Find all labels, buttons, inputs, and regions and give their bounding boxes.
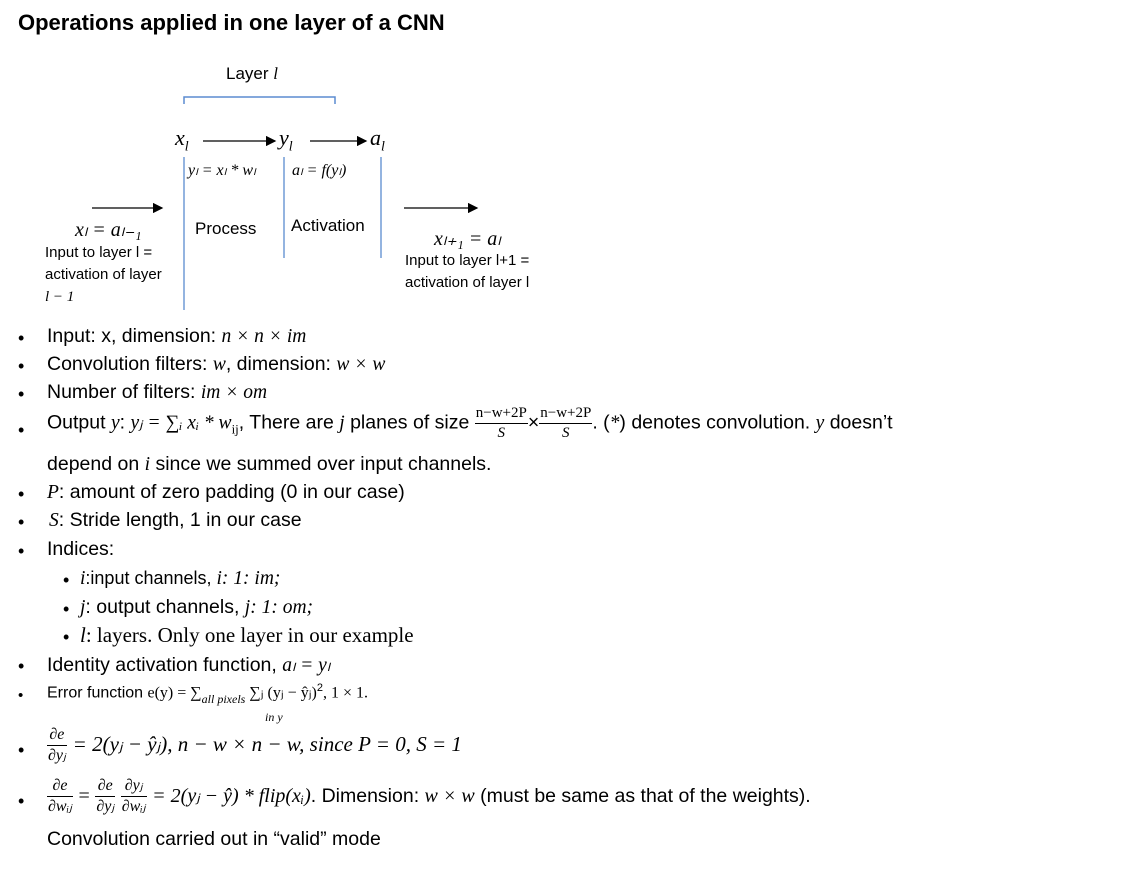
x-l-node: $x_l$ bbox=[175, 125, 189, 155]
y-l-node: $y_l$ bbox=[279, 125, 293, 155]
process-equation: yₗ = xₗ * wₗ bbox=[188, 162, 256, 179]
bullet-error-function: Error function $e(y) = \sum_{all pixels}$ ∑ⱼ (yⱼ − ŷⱼ)$^2$, 1 × 1. bbox=[47, 682, 368, 707]
right-description: Input to layer l+1 = activation of layer l bbox=[405, 252, 530, 291]
bullet-num-filters: Number of filters: im × om bbox=[47, 381, 268, 403]
bullet-output-line2: depend on i since we summed over input channels. bbox=[47, 453, 492, 475]
process-label: Process bbox=[195, 219, 257, 238]
bullet-input: Input: x, dimension: n × n × im bbox=[47, 325, 307, 347]
bullet-grad-w: $\frac{\partial e}{\text{∂wᵢⱼ}}$ = $\frac{\partial e}{\text{∂yⱼ}}$ $\frac{\text{∂yⱼ}}{\text{∂wᵢⱼ}}$ = 2(yⱼ − ŷ) * flip(xᵢ). Dimension: w × w (must be same as that of the weights). bbox=[48, 777, 811, 815]
error-sub-in-y: in y bbox=[265, 710, 283, 724]
bullet-stride: S: Stride length, 1 in our case bbox=[49, 509, 302, 531]
page-title: Operations applied in one layer of a CNN bbox=[18, 10, 445, 35]
activation-label: Activation bbox=[291, 216, 365, 235]
right-equation: xₗ₊₁ = aₗ bbox=[434, 228, 501, 250]
activation-equation: aₗ = f(yₗ) bbox=[292, 162, 347, 179]
bullet-output: Output y: yⱼ = ∑ᵢ xᵢ * $w_{ij}$, There are j planes of size $\frac{n-w+2P}{S}$ × $\frac{n-w+2P}{S}$ . (*) denotes convolution. y doesn’t bbox=[47, 405, 893, 441]
layer-diagram bbox=[0, 0, 1125, 330]
a-l-node: $a_l$ bbox=[370, 125, 385, 155]
bullet-padding: P: amount of zero padding (0 in our case) bbox=[47, 481, 405, 503]
sub-bullet-i: i:input channels, i: 1: im; bbox=[80, 568, 281, 589]
size-fraction-1: $\frac{n-w+2P}{S}$ bbox=[475, 405, 527, 441]
bullet-grad-y: $\frac{\partial e}{\text{∂yⱼ}}$ = 2(yⱼ − ŷⱼ), n − w × n − w, since P = 0, S = 1 bbox=[48, 726, 462, 764]
left-equation: xₗ = aₗ₋₁ bbox=[75, 219, 142, 241]
sub-bullet-l: l: layers. Only one layer in our example bbox=[80, 623, 414, 647]
left-description: Input to layer l = activation of layer l − 1 bbox=[45, 244, 162, 305]
bullet-identity: Identity activation function, aₗ = yₗ bbox=[47, 654, 331, 676]
bullet-indices: Indices: bbox=[47, 538, 115, 560]
sub-bullet-j: j: output channels, j: 1: om; bbox=[80, 596, 314, 618]
layer-label: Layer l bbox=[226, 64, 278, 83]
bullet-filters: Convolution filters: w, dimension: w × w bbox=[47, 353, 386, 375]
layer-bracket bbox=[184, 97, 335, 104]
valid-mode-note: Convolution carried out in “valid” mode bbox=[47, 828, 381, 850]
size-fraction-2: $\frac{n-w+2P}{S}$ bbox=[540, 405, 592, 441]
